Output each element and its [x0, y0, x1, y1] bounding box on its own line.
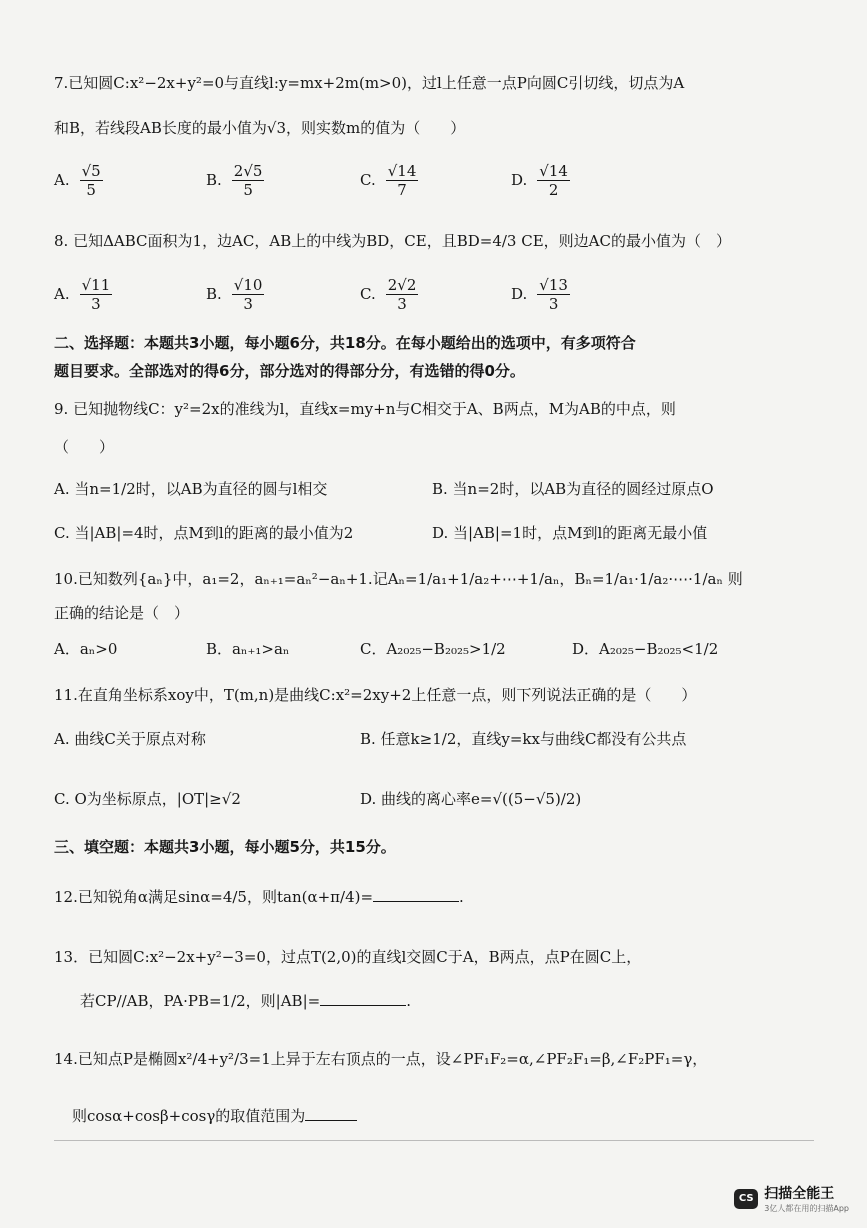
q10-option-b: B．aₙ₊₁>aₙ	[206, 640, 290, 658]
q10-stem-line1: 10.已知数列{aₙ}中，a₁=2，aₙ₊₁=aₙ²−aₙ+1.记Aₙ=1/a₁+1/a₂+⋯+1/aₙ，Bₙ=1/a₁·1/a₂·⋯·1/aₙ 则	[54, 570, 743, 588]
q14-answer-blank	[305, 1106, 357, 1121]
q9-stem-line1: 9. 已知抛物线C：y²=2x的准线为l，直线x=my+n与C相交于A、B两点，M为AB的中点，则	[54, 400, 676, 418]
q8-option-b: B. $\frac{√10}{3}$	[206, 276, 263, 313]
q8-option-c: C. $\frac{2√2}{3}$	[360, 276, 417, 313]
q7-option-c: C. $\frac{√14}{7}$	[360, 162, 417, 199]
q7-option-b: B. $\frac{2√5}{5}$	[206, 162, 263, 199]
q13-answer-blank	[320, 991, 406, 1006]
q11-option-c: C. O为坐标原点，|OT|≥√2	[54, 790, 241, 808]
q10-option-a: A．aₙ>0	[54, 640, 118, 658]
q10-option-d: D．A₂₀₂₅−B₂₀₂₅<1/2	[572, 640, 719, 658]
section2-heading-line1: 二、选择题：本题共3小题，每小题6分，共18分。在每小题给出的选项中，有多项符合	[54, 334, 636, 352]
q9-option-b: B. 当n=2时，以AB为直径的圆经过原点O	[432, 480, 714, 498]
q11-stem: 11.在直角坐标系xoy中，T(m,n)是曲线C:x²=2xy+2上任意一点，则下列说法正确的是（ ）	[54, 686, 697, 704]
q9-option-c: C. 当|AB|=4时，点M到l的距离的最小值为2	[54, 524, 354, 542]
q7-stem-line2: 和B，若线段AB长度的最小值为√3，则实数m的值为（ ）	[54, 119, 466, 137]
section3-heading: 三、填空题：本题共3小题，每小题5分，共15分。	[54, 838, 396, 856]
watermark-title: 扫描全能王	[764, 1186, 835, 1202]
q14-stem-line2	[72, 1105, 357, 1127]
q11-option-d: D. 曲线的离心率e=√((5−√5)/2)	[360, 790, 582, 808]
q13-stem-line2: 若CP//AB，PA·PB=1/2，则|AB|= .	[80, 992, 411, 1010]
q9-option-a: A. 当n=1/2时，以AB为直径的圆与l相交	[54, 480, 328, 498]
q7-option-a: A. $\frac{√5}{5}$	[54, 162, 101, 199]
q11-option-b: B. 任意k≥1/2，直线y=kx与曲线C都没有公共点	[360, 730, 687, 748]
q12-text: 12.已知锐角α满足sinα=4/5，则tan(α+π/4)=	[54, 888, 374, 906]
q7-option-d: D. $\frac{√14}{2}$	[511, 162, 568, 199]
q9-option-d: D. 当|AB|=1时，点M到l的距离无最小值	[432, 524, 708, 542]
page-bottom-rule	[54, 1140, 814, 1141]
q14-text: 则cosα+cosβ+cosγ的取值范围为	[72, 1107, 306, 1125]
q8-option-a: A. $\frac{√11}{3}$	[54, 276, 111, 313]
q9-stem-line2: （ ）	[54, 438, 115, 456]
q11-option-a: A. 曲线C关于原点对称	[54, 730, 206, 748]
section2-heading-line2: 题目要求。全部选对的得6分，部分选对的得部分分，有选错的得0分。	[54, 362, 525, 380]
scanner-watermark	[734, 1183, 849, 1214]
q7-stem-line1: 7.已知圆C:x²−2x+y²=0与直线l:y=mx+2m(m>0)，过l上任意一点P向圆C引切线，切点为A	[54, 74, 685, 92]
q8-option-d: D. $\frac{√13}{3}$	[511, 276, 568, 313]
q14-stem-line1: 14.已知点P是椭圆x²/4+y²/3=1上异于左右顶点的一点，设∠PF₁F₂=α,∠PF₂F₁=β,∠F₂PF₁=γ，	[54, 1050, 708, 1068]
q13-stem-line1: 13．已知圆C:x²−2x+y²−3=0，过点T(2,0)的直线l交圆C于A，B两点，点P在圆C上，	[54, 948, 642, 966]
watermark-subtitle: 3亿人都在用的扫描App	[764, 1204, 849, 1213]
q8-stem: 8. 已知ΔABC面积为1，边AC，AB上的中线为BD，CE，且BD=4/3 CE，则边AC的最小值为（ ）	[54, 232, 731, 250]
q13-text: 若CP//AB，PA·PB=1/2，则|AB|=	[80, 992, 321, 1010]
camscanner-logo-icon: CS	[734, 1189, 758, 1209]
q10-stem-line2: 正确的结论是（ ）	[54, 604, 190, 622]
q12-stem: 12.已知锐角α满足sinα=4/5，则tan(α+π/4)= .	[54, 888, 464, 906]
q12-answer-blank	[373, 887, 459, 902]
q10-option-c: C．A₂₀₂₅−B₂₀₂₅>1/2	[360, 640, 506, 658]
